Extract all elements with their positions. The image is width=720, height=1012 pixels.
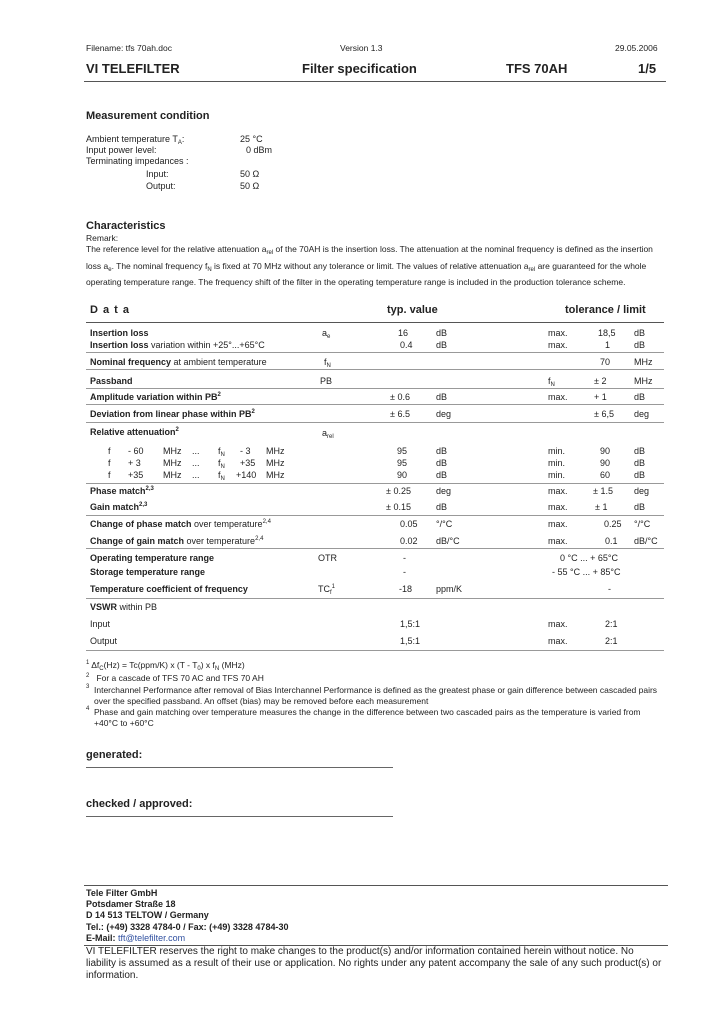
footnote-4-mark: 4 [86, 706, 90, 712]
rel-att-label: Relative attenuation$^2$ [90, 427, 179, 437]
passband-label: Passband [90, 376, 133, 386]
rel-row-dots: ... [192, 470, 200, 480]
doc-date: 29.05.2006 [615, 43, 658, 53]
row-divider [86, 548, 664, 549]
phase-dev-tol: ± 6,5 [594, 409, 614, 419]
row-divider [86, 369, 664, 370]
rel-row-to: +35 [240, 458, 256, 468]
vswr-input-typ: 1,5:1 [400, 619, 421, 629]
footer-city: D 14 513 TELTOW / Germany [86, 910, 209, 920]
row-divider [86, 515, 664, 516]
vswr-output-typ: 1,5:1 [400, 636, 421, 646]
footer-email-row: E-Mail: tft@telefilter.com [86, 933, 186, 943]
rel-row-unit1: MHz [163, 458, 182, 468]
rel-row-limit: min. [548, 470, 566, 480]
row-divider [86, 388, 664, 389]
footer-phone: Tel.: (+49) 3328 4784-0 / Fax: (+49) 3328 4784-30 [86, 922, 289, 932]
rel-row-unit2: MHz [266, 470, 285, 480]
row-divider [86, 650, 664, 651]
amp-variation-tol-unit: dB [634, 392, 646, 402]
header-rule [84, 81, 666, 82]
col-data-header: D a t a [90, 304, 131, 316]
amp-variation-typ: ± 0.6 [390, 392, 410, 402]
nominal-freq-symbol: $f_N$ [324, 357, 331, 369]
phase-temp-unit: °/°C [436, 519, 453, 529]
amp-variation-label: Amplitude variation within $PB^2$ [90, 392, 221, 402]
doc-type: Filter specification [302, 61, 417, 76]
il-variation-limit: max. [548, 340, 568, 350]
tcf-label: Temperature coefficient of frequency [90, 584, 248, 594]
ambient-value: 25 °C [240, 134, 263, 144]
gain-temp-tol: 0.1 [605, 536, 618, 546]
passband-tol-unit: MHz [634, 376, 653, 386]
gain-match-unit: dB [436, 502, 448, 512]
filename: Filename: tfs 70ah.doc [86, 43, 172, 53]
rel-row-unit: dB [436, 470, 448, 480]
footer-rule [84, 885, 668, 886]
phase-temp-tol-unit: °/°C [634, 519, 651, 529]
col-typ-header: typ. value [387, 304, 438, 316]
ambient-label: Ambient temperature $T_A$: [86, 134, 185, 146]
phase-temp-typ: 0.05 [400, 519, 418, 529]
power-label: Input power level: [86, 145, 157, 155]
rel-row-typ: 90 [397, 470, 408, 480]
passband-ref: $f_N$ [548, 376, 555, 388]
footer-street: Potsdamer Straße 18 [86, 899, 176, 909]
phase-dev-label: Deviation from linear phase within $PB^2$ [90, 409, 255, 419]
rel-row-unit: dB [436, 446, 448, 456]
nominal-freq-tol: 70 [600, 357, 611, 367]
output-imp-value: 50 Ω [240, 181, 260, 191]
phase-temp-label: Change of phase match over temperature$^{2,4}$ [90, 519, 271, 529]
amp-variation-tol: + 1 [594, 392, 607, 402]
phase-match-unit: deg [436, 486, 452, 496]
rel-row-unit2: MHz [266, 458, 285, 468]
power-value: 0 dBm [246, 145, 273, 155]
rel-row-fn: $f_N$ [218, 470, 225, 482]
row-divider [86, 352, 664, 353]
rel-row-dots: ... [192, 458, 200, 468]
op-temp-typ: - [403, 553, 406, 563]
rel-row-limit: min. [548, 458, 566, 468]
remark-text: The reference level for the relative attenuation $a_{rel}$ of the 70AH is the insertion loss. The attenuation at the nominal frequency is defined as the insertion loss $a_e$. The nominal frequency $f_N$ is fixed at 70 MHz without any tolerance or limit. The values of relative attenuation $a_{rel}$ are guaranteed for the whole operating temperature range. The frequency shift of the filter in the operating temperature range is included in the production tolerance scheme. [86, 244, 653, 288]
tcf-typ: -18 [399, 584, 413, 594]
phase-dev-typ: ± 6.5 [390, 409, 410, 419]
nominal-freq-label: Nominal frequency at ambient temperature [90, 357, 267, 367]
nominal-freq-tol-unit: MHz [634, 357, 653, 367]
rel-row-unit: dB [436, 458, 448, 468]
il-variation-typ: 0.4 [400, 340, 413, 350]
gain-match-limit: max. [548, 502, 568, 512]
vswr-output-tol: 2:1 [605, 636, 618, 646]
checked-signature-line[interactable] [86, 816, 393, 817]
insertion-loss-unit: dB [436, 328, 448, 338]
vswr-input-tol: 2:1 [605, 619, 618, 629]
footer-company: Tele Filter GmbH [86, 888, 158, 898]
disclaimer: VI TELEFILTER reserves the right to make changes to the product(s) and/or information contained herein without notice. No liability is assumed as a result of their use or application. No rights under any patent accompany the sale of any such product(s) or information. [86, 946, 662, 981]
vswr-input-limit: max. [548, 619, 568, 629]
insertion-loss-tol-unit: dB [634, 328, 646, 338]
vswr-label: VSWR within PB [90, 602, 158, 612]
gain-temp-typ: 0.02 [400, 536, 418, 546]
tcf-unit: ppm/K [436, 584, 463, 594]
rel-row-f: f [108, 470, 111, 480]
gain-temp-unit: dB/°C [436, 536, 460, 546]
rel-row-unit1: MHz [163, 446, 182, 456]
insertion-loss-limit: max. [548, 328, 568, 338]
row-divider [86, 422, 664, 423]
insertion-loss-label: Insertion loss [90, 328, 149, 338]
rel-row-tol-unit: dB [634, 470, 646, 480]
phase-match-typ: ± 0.25 [386, 486, 411, 496]
row-divider [86, 598, 664, 599]
rel-row-to: +140 [236, 470, 257, 480]
vswr-output-limit: max. [548, 636, 568, 646]
footnote-2: $^2$ For a cascade of TFS 70 AC and TFS 70 AH [86, 673, 264, 683]
tcf-tol: - [608, 584, 611, 594]
rel-row-unit2: MHz [266, 446, 285, 456]
il-variation-tol-unit: dB [634, 340, 646, 350]
op-temp-tol: 0 °C ... + 65°C [560, 553, 618, 563]
input-imp-label: Input: [146, 169, 169, 179]
passband-symbol: PB [320, 376, 333, 386]
phase-match-label: Phase match$^{2,3}$ [90, 486, 154, 496]
phase-dev-tol-unit: deg [634, 409, 650, 419]
rel-row-tol-unit: dB [634, 446, 646, 456]
footnote-4: Phase and gain matching over temperature measures the change in the difference between two cascaded pairs as the temperature is varied from +40°C to +60°C [94, 707, 641, 728]
remark-label: Remark: [86, 233, 119, 243]
rel-row-f: f [108, 446, 111, 456]
amp-variation-limit: max. [548, 392, 568, 402]
rel-row-from: + 3 [128, 458, 141, 468]
company-name: VI TELEFILTER [86, 61, 180, 76]
phase-temp-tol: 0.25 [604, 519, 622, 529]
rel-row-to: - 3 [240, 446, 251, 456]
table-rule [86, 322, 664, 323]
rel-row-f: f [108, 458, 111, 468]
gain-match-tol-unit: dB [634, 502, 646, 512]
gain-match-tol: ± 1 [595, 502, 608, 512]
phase-dev-unit: deg [436, 409, 452, 419]
phase-match-limit: max. [548, 486, 568, 496]
footnote-3-mark: 3 [86, 684, 90, 690]
rel-row-tol: 60 [600, 470, 611, 480]
il-variation-unit: dB [436, 340, 448, 350]
op-temp-symbol: OTR [318, 553, 337, 563]
vswr-input-label: Input [90, 619, 111, 629]
tcf-symbol: $TC_f^1$ [318, 584, 336, 596]
phase-temp-limit: max. [548, 519, 568, 529]
rel-row-typ: 95 [397, 446, 408, 456]
rel-att-symbol: $a_{rel}$ [322, 428, 334, 440]
gain-temp-label: Change of gain match over temperature$^{2,4}$ [90, 536, 264, 546]
footnote-1: $^1$ $\Delta f_C(Hz) = Tc(ppm/K)$ x $(T - T_0)$ x $f_N$ (MHz) [86, 660, 245, 672]
insertion-loss-symbol: $a_e$ [322, 328, 331, 340]
row-divider [86, 483, 664, 484]
rel-row-tol: 90 [600, 458, 611, 468]
rel-row-from: - 60 [128, 446, 144, 456]
impedance-label: Terminating impedances : [86, 156, 189, 166]
op-temp-label: Operating temperature range [90, 553, 215, 563]
storage-temp-tol: - 55 °C ... + 85°C [552, 567, 621, 577]
generated-label: generated: [86, 749, 143, 761]
passband-tol: ± 2 [594, 376, 607, 386]
phase-match-tol: ± 1.5 [593, 486, 613, 496]
row-divider [86, 404, 664, 405]
amp-variation-unit: dB [436, 392, 448, 402]
page-number: 1/5 [638, 61, 657, 76]
checked-label: checked / approved: [86, 798, 193, 810]
storage-temp-typ: - [403, 567, 406, 577]
input-imp-value: 50 Ω [240, 169, 260, 179]
rel-row-typ: 95 [397, 458, 408, 468]
rel-row-fn: $f_N$ [218, 458, 225, 470]
rel-row-unit1: MHz [163, 470, 182, 480]
output-imp-label: Output: [146, 181, 176, 191]
footnote-3: Interchannel Performance after removal of Bias Interchannel Performance is defined as the greatest phase or gain difference between cascaded pairs over the specified passband. An offset (bias) may be removed before each measurement [94, 685, 658, 706]
measurement-title: Measurement condition [86, 110, 210, 122]
email-link[interactable]: tft@telefilter.com [118, 933, 186, 943]
gain-temp-limit: max. [548, 536, 568, 546]
insertion-loss-tol: 18,5 [598, 328, 616, 338]
rel-row-tol: 90 [600, 446, 611, 456]
rel-row-from: +35 [128, 470, 144, 480]
gain-match-typ: ± 0.15 [386, 502, 411, 512]
rel-row-tol-unit: dB [634, 458, 646, 468]
il-variation-label: Insertion loss variation within +25°...+65°C [90, 340, 265, 350]
col-tol-header: tolerance / limit [565, 304, 646, 316]
il-variation-tol: 1 [605, 340, 611, 350]
storage-temp-label: Storage temperature range [90, 567, 206, 577]
rel-row-fn: $f_N$ [218, 446, 225, 458]
insertion-loss-typ: 16 [398, 328, 409, 338]
phase-match-tol-unit: deg [634, 486, 650, 496]
part-number: TFS 70AH [506, 61, 568, 76]
vswr-output-label: Output [90, 636, 118, 646]
generated-signature-line[interactable] [86, 767, 393, 768]
rel-row-dots: ... [192, 446, 200, 456]
gain-temp-tol-unit: dB/°C [634, 536, 658, 546]
characteristics-title: Characteristics [86, 220, 166, 232]
version: Version 1.3 [340, 43, 383, 53]
gain-match-label: Gain match$^{2,3}$ [90, 502, 148, 512]
rel-row-limit: min. [548, 446, 566, 456]
